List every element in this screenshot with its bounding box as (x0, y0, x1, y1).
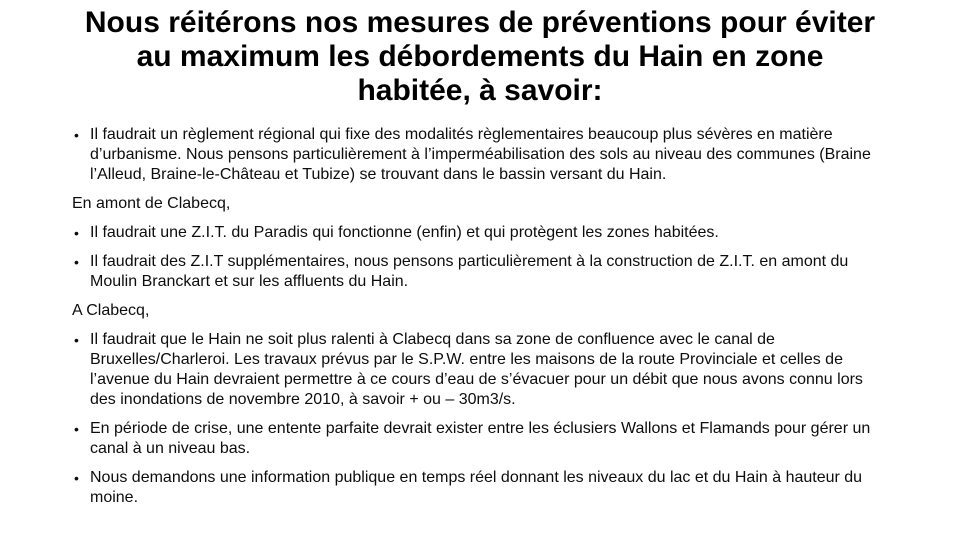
bullet-text: En période de crise, une entente parfaite devrait exister entre les éclusiers Wallons et Flamands pour gérer un canal à un niveau bas. (90, 420, 871, 457)
bullet-item-hain-ralenti (72, 330, 896, 410)
bullet-icon: • (74, 127, 79, 143)
bullet-item-entente-eclusiers (72, 419, 896, 459)
bullet-icon: • (74, 225, 79, 241)
bullet-item-regulation (72, 125, 896, 185)
section-label-a-clabecq: A Clabecq, (72, 302, 150, 319)
section-label-en-amont-de-clabecq: En amont de Clabecq, (72, 195, 231, 212)
slide-body (0, 125, 960, 508)
bullet-icon: • (74, 421, 79, 437)
bullet-item-information-publique (72, 468, 896, 508)
bullet-text: Nous demandons une information publique en temps réel donnant les niveaux du lac et du Hain à hauteur du moine. (90, 469, 863, 506)
bullet-item-zit-paradis (72, 223, 896, 243)
bullet-icon: • (74, 254, 79, 270)
slide-title: Nous réitérons nos mesures de préventions pour éviter au maximum les débordements du Hain en zone habitée, à savoir: (84, 6, 876, 107)
bullet-text: Il faudrait que le Hain ne soit plus ralenti à Clabecq dans sa zone de confluence avec le canal de Bruxelles/Charleroi. Les travaux prévus par le S.P.W. entre les maisons de la route Provinciale et celles de l’avenue du Hain devraient permettre à ce cours d’eau de s’évacuer pour un débit que nous avons connu lors des inondations de novembre 2010, à savoir + ou – 30m3/s. (90, 331, 863, 408)
bullet-text: Il faudrait une Z.I.T. du Paradis qui fonctionne (enfin) et qui protègent les zones habitées. (90, 224, 719, 241)
bullet-text: Il faudrait des Z.I.T supplémentaires, nous pensons particulièrement à la construction de Z.I.T. en amont du Moulin Branckart et sur les affluents du Hain. (90, 253, 849, 290)
bullet-item-zit-supplementaires (72, 252, 896, 292)
bullet-text: Il faudrait un règlement régional qui fixe des modalités règlementaires beaucoup plus sévères en matière d’urbanisme. Nous pensons particulièrement à l’imperméabilisation des sols au niveau des communes (Braine l’Alleud, Braine-le-Château et Tubize) se trouvant dans le bassin versant du Hain. (90, 126, 871, 183)
bullet-icon: • (74, 470, 79, 486)
bullet-icon: • (74, 332, 79, 348)
